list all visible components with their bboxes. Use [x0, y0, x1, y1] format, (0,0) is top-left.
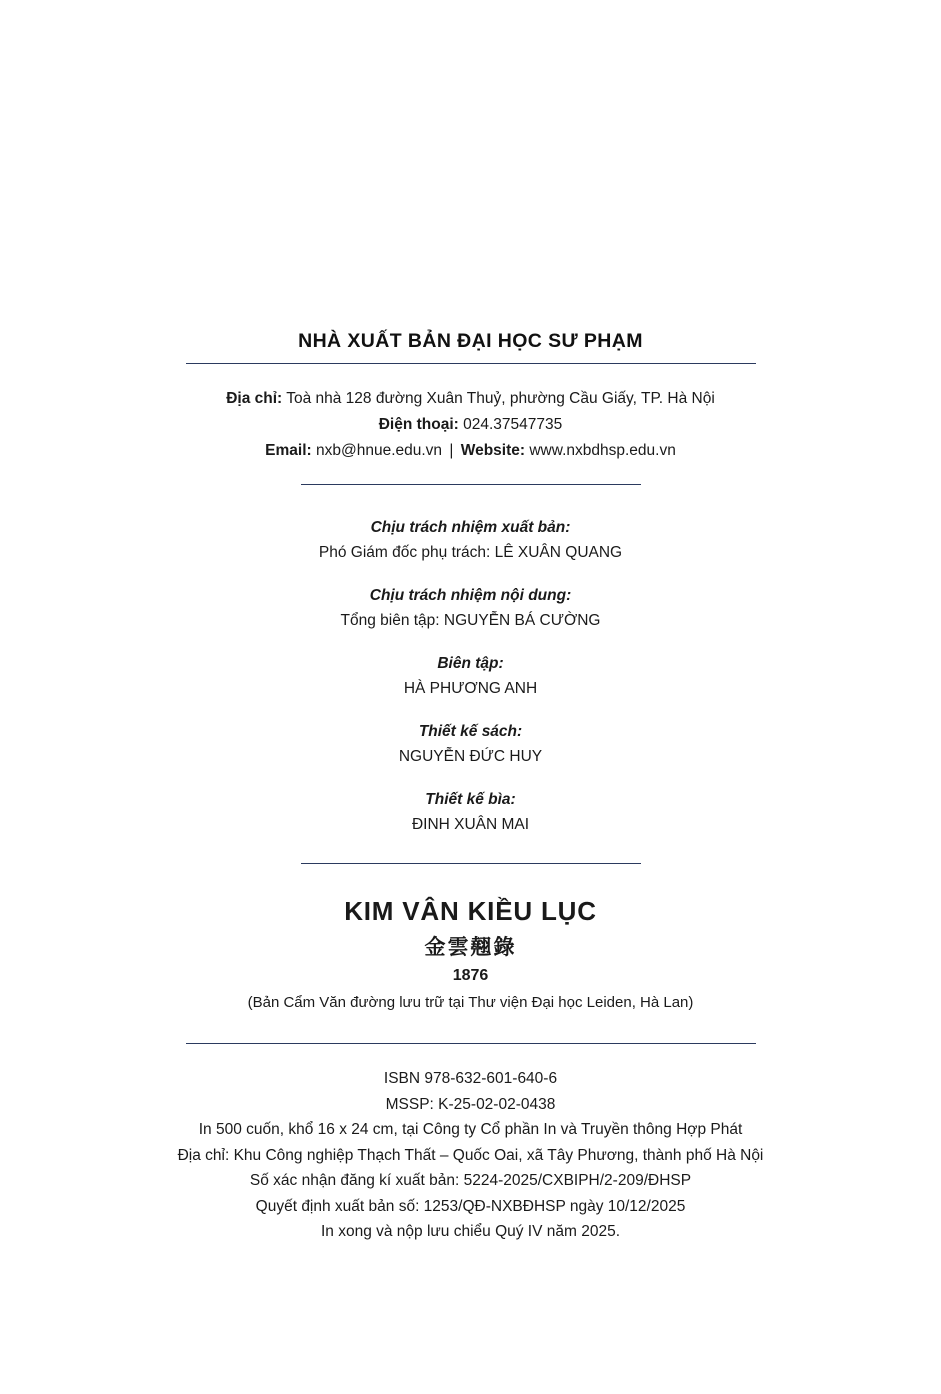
imprint-line: ISBN 978-632-601-640-6 [383, 1070, 558, 1087]
credit-role: Biên tập: [437, 655, 504, 672]
book-year: 1876 [452, 967, 489, 984]
divider-top [186, 363, 756, 364]
book-title-chinese: 金雲翹錄 [424, 935, 517, 959]
publisher-name: NHÀ XUẤT BẢN ĐẠI HỌC SƯ PHẠM [298, 330, 643, 352]
credit-item [0, 583, 941, 633]
divider-title [301, 863, 641, 864]
book-title: KIM VÂN KIỀU LỤC [344, 896, 597, 926]
contact-separator: | [449, 442, 454, 459]
address-value: Toà nhà 128 đường Xuân Thuỷ, phường Cầu Giấy, TP. Hà Nội [286, 390, 715, 407]
divider-imprint [186, 1043, 756, 1044]
divider-middle [301, 484, 641, 485]
imprint-line: MSSP: K-25-02-02-0438 [385, 1095, 556, 1113]
phone-label: Điện thoại: [378, 416, 459, 433]
publisher-contact-line [0, 438, 941, 464]
credit-role: Chịu trách nhiệm nội dung: [369, 587, 572, 604]
credit-person: HÀ PHƯƠNG ANH [403, 680, 538, 697]
address-label: Địa chỉ: [226, 390, 283, 407]
credit-person: ĐINH XUÂN MAI [411, 816, 530, 833]
phone-value: 024.37547735 [463, 416, 563, 433]
book-source-note: (Bản Cẩm Văn đường lưu trữ tại Thư viện Đại học Leiden, Hà Lan) [247, 994, 694, 1011]
credit-person: NGUYỄN ĐỨC HUY [398, 748, 543, 765]
imprint-line: Số xác nhận đăng kí xuất bản: 5224-2025/CXBIPH/2-209/ĐHSP [249, 1172, 692, 1189]
email-value: nxb@hnue.edu.vn [316, 442, 443, 459]
credit-person: Phó Giám đốc phụ trách: LÊ XUÂN QUANG [318, 544, 623, 561]
publisher-address-line [0, 386, 941, 412]
imprint-line: Quyết định xuất bản số: 1253/QĐ-NXBĐHSP ngày 10/12/2025 [255, 1197, 686, 1215]
imprint-line: In xong và nộp lưu chiểu Quý IV năm 2025. [320, 1223, 621, 1240]
publisher-phone-line [0, 412, 941, 438]
credit-item [0, 787, 941, 837]
credit-role: Thiết kế sách: [418, 723, 523, 740]
imprint-line: Địa chỉ: Khu Công nghiệp Thạch Thất – Quốc Oai, xã Tây Phương, thành phố Hà Nội [177, 1146, 764, 1164]
website-value: www.nxbdhsp.edu.vn [529, 442, 676, 459]
credit-item [0, 515, 941, 565]
colophon-content [0, 330, 941, 1245]
credit-person: Tổng biên tập: NGUYỄN BÁ CƯỜNG [340, 612, 601, 629]
credit-role: Chịu trách nhiệm xuất bản: [370, 519, 571, 536]
website-label: Website: [460, 442, 526, 459]
credit-item [0, 719, 941, 769]
credit-item [0, 651, 941, 701]
credit-role: Thiết kế bìa: [425, 791, 516, 808]
imprint-line: In 500 cuốn, khổ 16 x 24 cm, tại Công ty Cổ phần In và Truyền thông Hợp Phát [198, 1121, 743, 1138]
email-label: Email: [265, 442, 312, 459]
